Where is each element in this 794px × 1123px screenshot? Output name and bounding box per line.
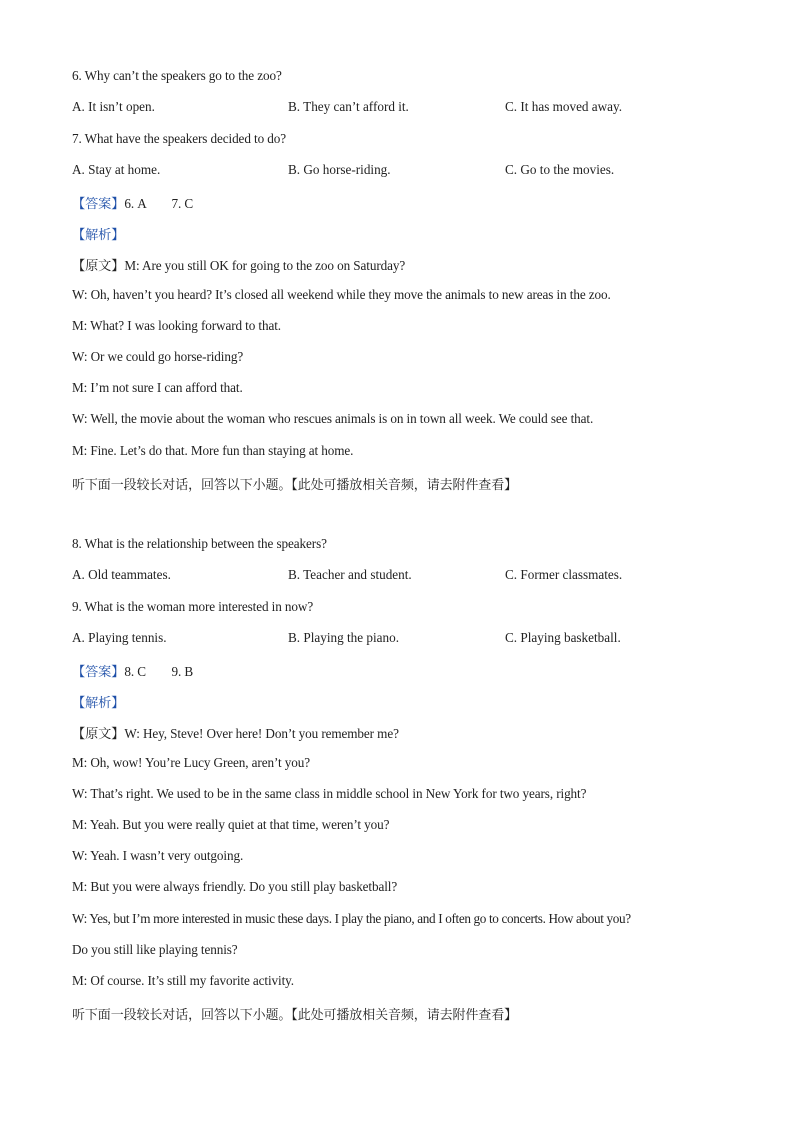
q7-option-b: B. Go horse-riding.	[288, 162, 391, 177]
answer-text: 6. A 7. C	[124, 196, 194, 211]
transcript-line: W: Oh, haven’t you heard? It’s closed all weekend while they move the animals to new areas in the zoo.	[72, 287, 611, 302]
analysis-label: 【解析】	[72, 696, 125, 711]
q7-option-c: C. Go to the movies.	[505, 162, 615, 177]
q7-option-a: A. Stay at home.	[72, 162, 161, 177]
answer-line-1	[72, 193, 193, 212]
transcript-line: W: Yes, but I’m more interested in music these days. I play the piano, and I often go to concerts. How about you?	[72, 911, 631, 926]
q8-option-c: C. Former classmates.	[505, 567, 623, 582]
transcript-line: M: I’m not sure I can afford that.	[72, 380, 243, 395]
transcript-line: W: Or we could go horse-riding?	[72, 349, 244, 364]
q6-option-a: A. It isn’t open.	[72, 99, 155, 114]
q9-option-b: B. Playing the piano.	[288, 630, 399, 645]
analysis-line-1	[72, 224, 124, 243]
q9-option-c: C. Playing basketball.	[505, 630, 621, 645]
transcript-line	[72, 255, 405, 274]
q8-option-b: B. Teacher and student.	[288, 567, 412, 582]
q6-option-b: B. They can’t afford it.	[288, 99, 409, 114]
transcript-text: M: Are you still OK for going to the zoo on Saturday?	[124, 258, 406, 273]
transcript-line	[72, 723, 399, 742]
q6-option-c: C. It has moved away.	[505, 99, 623, 114]
transcript-line: W: Yeah. I wasn’t very outgoing.	[72, 848, 244, 863]
answer-label: 【答案】	[72, 665, 125, 680]
audio-notice: 听下面一段较长对话，回答以下小题。【此处可播放相关音频，请去附件查看】	[72, 1008, 518, 1023]
q9-option-a: A. Playing tennis.	[72, 630, 167, 645]
transcript-line: M: What? I was looking forward to that.	[72, 318, 282, 333]
question-9: 9. What is the woman more interested in now?	[72, 599, 314, 614]
transcript-line: Do you still like playing tennis?	[72, 942, 238, 957]
answer-line-2	[72, 661, 193, 680]
transcript-line: M: Oh, wow! You’re Lucy Green, aren’t you?	[72, 755, 311, 770]
original-label: 【原文】	[72, 259, 125, 274]
analysis-line-2	[72, 692, 124, 711]
answer-text: 8. C 9. B	[124, 664, 194, 679]
transcript-line: W: Well, the movie about the woman who rescues animals is on in town all week. We could see that.	[72, 411, 594, 426]
transcript-text: W: Hey, Steve! Over here! Don’t you remember me?	[124, 726, 399, 741]
transcript-line: M: Of course. It’s still my favorite activity.	[72, 973, 294, 988]
original-label: 【原文】	[72, 727, 125, 742]
question-8: 8. What is the relationship between the speakers?	[72, 536, 327, 551]
answer-label: 【答案】	[72, 197, 125, 212]
transcript-line: W: That’s right. We used to be in the same class in middle school in New York for two years, right?	[72, 786, 587, 801]
transcript-line: M: But you were always friendly. Do you still play basketball?	[72, 879, 398, 894]
question-6: 6. Why can’t the speakers go to the zoo?	[72, 68, 282, 83]
question-7: 7. What have the speakers decided to do?	[72, 131, 286, 146]
q8-option-a: A. Old teammates.	[72, 567, 171, 582]
transcript-line: M: Yeah. But you were really quiet at that time, weren’t you?	[72, 817, 390, 832]
analysis-label: 【解析】	[72, 228, 125, 243]
transcript-line: M: Fine. Let’s do that. More fun than staying at home.	[72, 443, 354, 458]
audio-notice: 听下面一段较长对话，回答以下小题。【此处可播放相关音频，请去附件查看】	[72, 478, 518, 493]
